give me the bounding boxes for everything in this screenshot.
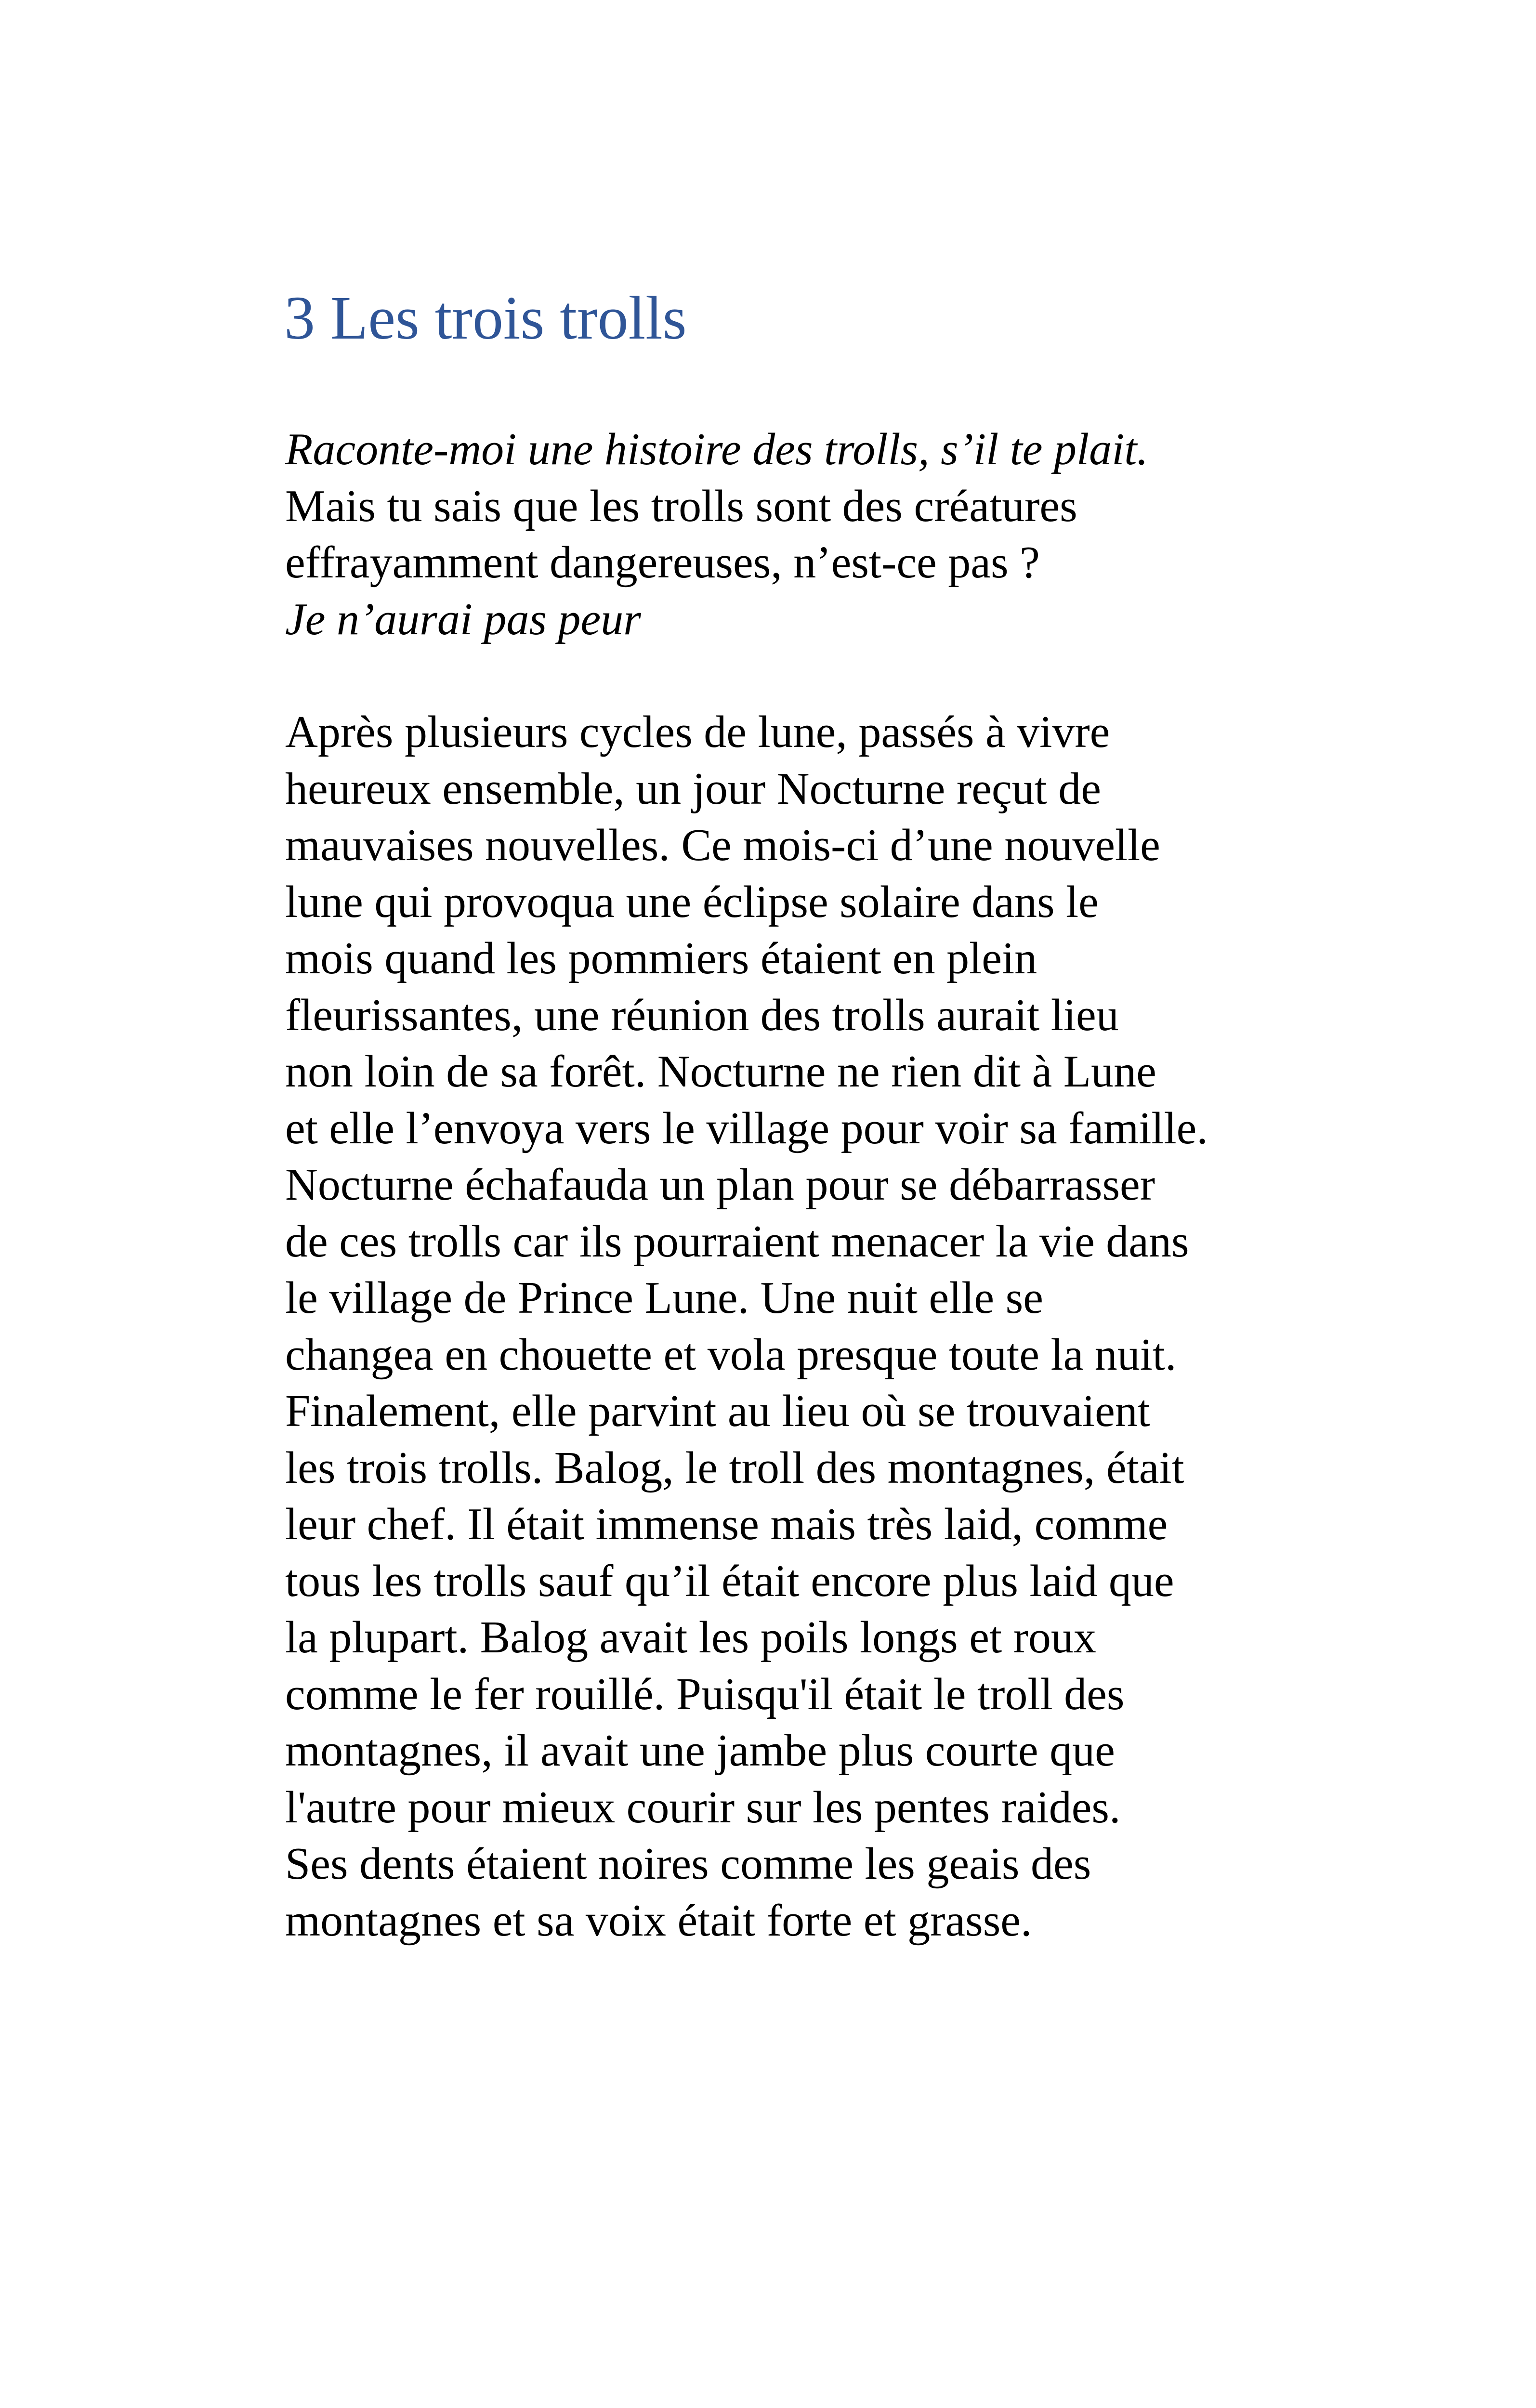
story-line: leur chef. Il était immense mais très laid, comme xyxy=(285,1499,1168,1549)
story-line: Finalement, elle parvint au lieu où se trouvaient xyxy=(285,1386,1150,1436)
dialogue-line: Mais tu sais que les trolls sont des créatures xyxy=(285,481,1077,531)
story-line: mois quand les pommiers étaient en plein xyxy=(285,933,1037,983)
story-line: tous les trolls sauf qu’il était encore plus laid que xyxy=(285,1556,1174,1606)
story-line: montagnes et sa voix était forte et grasse. xyxy=(285,1895,1032,1946)
dialogue-line: Raconte-moi une histoire des trolls, s’il te plait. xyxy=(285,424,1148,474)
story-line: le village de Prince Lune. Une nuit elle se xyxy=(285,1273,1043,1323)
dialogue-line: Je n’aurai pas peur xyxy=(285,594,641,644)
story-line: comme le fer rouillé. Puisqu'il était le troll des xyxy=(285,1669,1125,1719)
story-line: Ses dents étaient noires comme les geais des xyxy=(285,1839,1091,1889)
story-line: non loin de sa forêt. Nocturne ne rien dit à Lune xyxy=(285,1047,1156,1097)
story-line: heureux ensemble, un jour Nocturne reçut de xyxy=(285,763,1101,814)
story-line: et elle l’envoya vers le village pour voir sa famille. xyxy=(285,1103,1208,1153)
story-line: l'autre pour mieux courir sur les pentes raides. xyxy=(285,1782,1121,1832)
story-line: de ces trolls car ils pourraient menacer la vie dans xyxy=(285,1216,1189,1267)
story-line: fleurissantes, une réunion des trolls aurait lieu xyxy=(285,990,1119,1040)
story-line: Après plusieurs cycles de lune, passés à vivre xyxy=(285,707,1110,757)
dialogue-line: effrayamment dangereuses, n’est-ce pas ? xyxy=(285,537,1040,588)
story-line: changea en chouette et vola presque toute la nuit. xyxy=(285,1329,1177,1380)
story-line: lune qui provoqua une éclipse solaire dans le xyxy=(285,877,1099,927)
story-line: Nocturne échafauda un plan pour se débarrasser xyxy=(285,1160,1155,1210)
dialogue-block xyxy=(285,421,1393,648)
story-line: les trois trolls. Balog, le troll des montagnes, était xyxy=(285,1442,1184,1493)
story-line: montagnes, il avait une jambe plus courte que xyxy=(285,1726,1115,1776)
story-line: la plupart. Balog avait les poils longs et roux xyxy=(285,1612,1096,1662)
story-line: mauvaises nouvelles. Ce mois-ci d’une nouvelle xyxy=(285,820,1160,870)
story-paragraph xyxy=(285,704,1393,1949)
chapter-title: 3 Les trois trolls xyxy=(284,284,687,352)
